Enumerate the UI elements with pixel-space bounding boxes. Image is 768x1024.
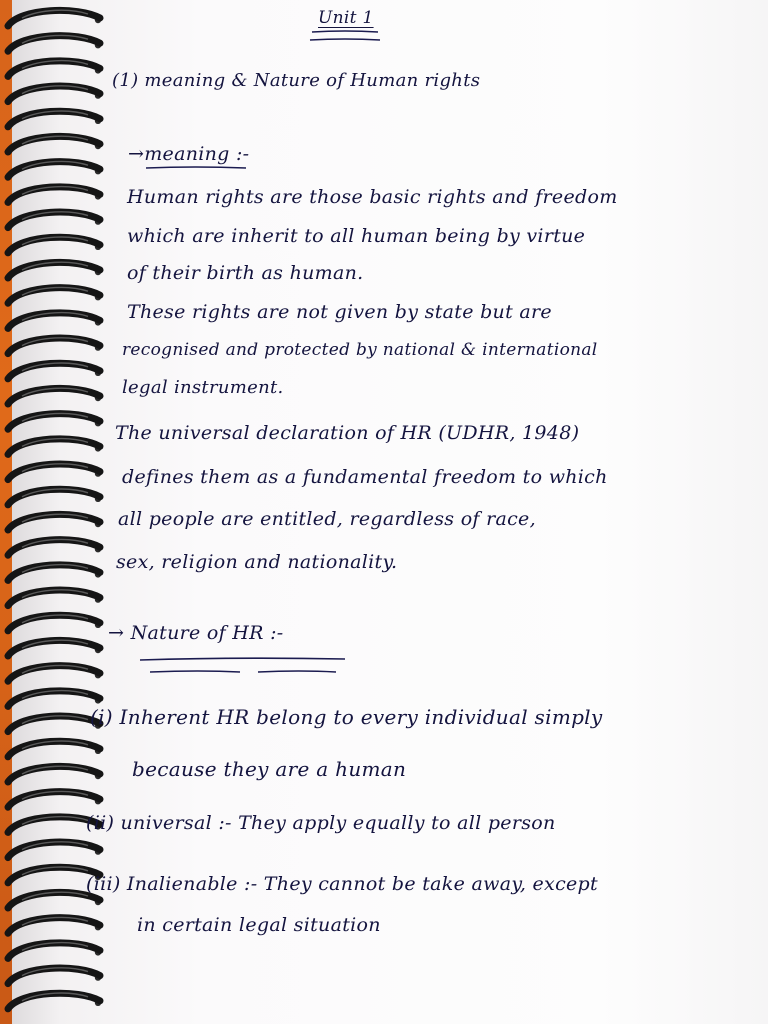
meaning-line: Human rights are those basic rights and freedom (127, 186, 618, 208)
nature-heading-arrow: → (108, 622, 125, 644)
meaning-line: which are inherit to all human being by virtue (127, 225, 586, 247)
meaning-line: defines them as a fundamental freedom to which (122, 466, 608, 488)
nature-point: (ii) universal :- They apply equally to all person (86, 812, 556, 834)
nature-point: (i) Inherent HR belong to every individual simply (90, 705, 603, 729)
meaning-line: These rights are not given by state but are (127, 301, 552, 323)
meaning-line: of their birth as human. (127, 262, 364, 284)
nature-heading (108, 622, 284, 644)
meaning-line: legal instrument. (122, 377, 284, 398)
meaning-line: The universal declaration of HR (UDHR, 1948) (115, 422, 580, 444)
meaning-line: recognised and protected by national & international (122, 340, 598, 360)
nature-point-continuation: in certain legal situation (137, 914, 381, 936)
section-heading: (1) meaning & Nature of Human rights (112, 70, 481, 91)
meaning-heading: →meaning :- (128, 143, 250, 165)
meaning-line: all people are entitled, regardless of race, (118, 508, 536, 530)
unit-title: Unit 1 (318, 8, 374, 28)
nature-heading-colon: :- (263, 622, 284, 644)
nature-point-continuation: because they are a human (132, 757, 407, 781)
spiral-binding (0, 0, 120, 1024)
nature-point: (iii) Inalienable :- They cannot be take away, except (86, 873, 598, 895)
nature-heading-text: Nature of HR (130, 622, 264, 644)
meaning-line: sex, religion and nationality. (116, 551, 398, 573)
